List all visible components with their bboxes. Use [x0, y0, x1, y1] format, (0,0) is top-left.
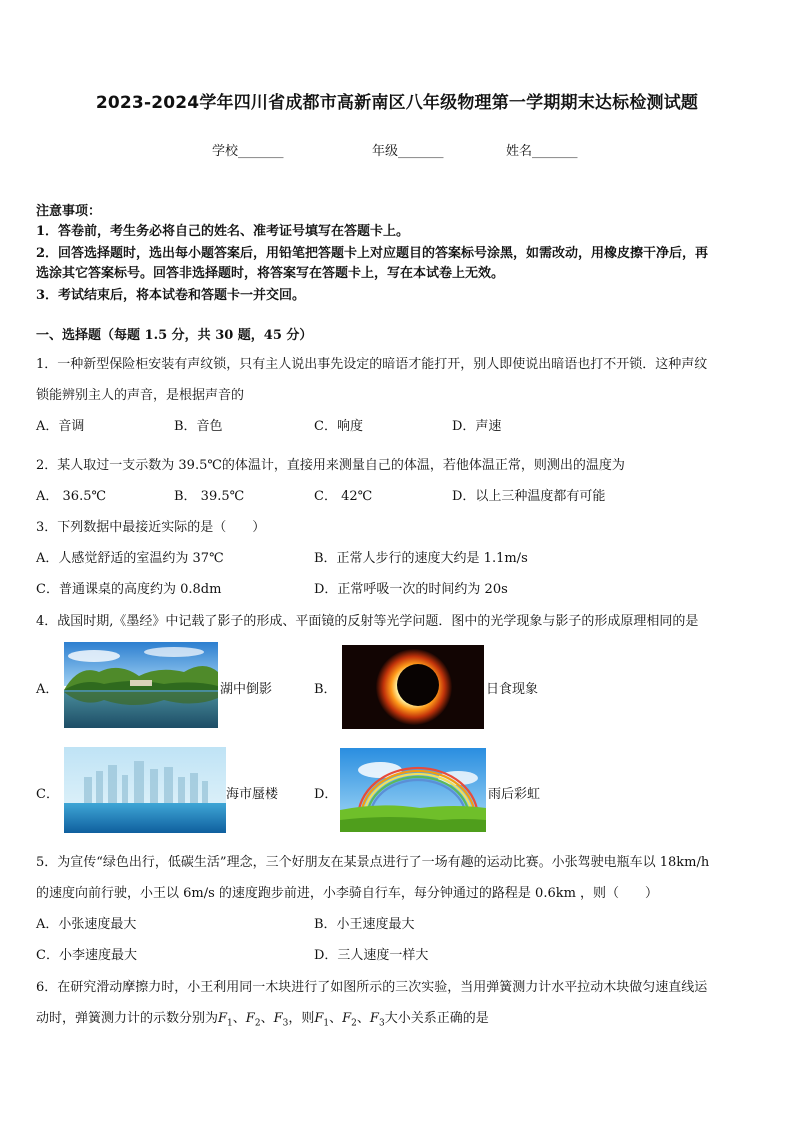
q4-option-c-caption: 海市蜃楼	[226, 787, 279, 802]
q2-option-a: A． 36.5℃	[36, 489, 107, 504]
q4-option-c-letter: C．	[36, 787, 59, 802]
notice-heading: 注意事项：	[36, 204, 102, 219]
grade-field: 年级_______	[372, 144, 444, 159]
page-title: 2023-2024学年四川省成都市高新南区八年级物理第一学期期末达标检测试题	[95, 93, 699, 113]
q3-option-b: B．正常人步行的速度大约是 1.1m/s	[314, 551, 528, 566]
notice-item-1: 1．答卷前，考生务必将自己的姓名、准考证号填写在答题卡上。	[36, 224, 410, 239]
q1-option-a: A．音调	[36, 419, 85, 434]
question-2: 2．某人取过一支示数为 39.5℃的体温计，直接用来测量自己的体温，若他体温正常，则测出的温度为	[36, 458, 625, 473]
q1-option-d: D．声速	[452, 419, 502, 434]
question-3: 3．下列数据中最接近实际的是（ ）	[36, 520, 266, 535]
name-field: 姓名_______	[506, 144, 578, 159]
q4-option-d-caption: 雨后彩虹	[488, 787, 541, 802]
question-1-line-1: 1．一种新型保险柜安装有声纹锁，只有主人说出事先设定的暗语才能打开，别人即使说出暗语也打不开锁．这种声纹	[36, 357, 708, 372]
q2-option-b: B． 39.5℃	[174, 489, 245, 504]
q3-option-d: D．正常呼吸一次的时间约为 20s	[314, 582, 508, 597]
q1-option-c: C．响度	[314, 419, 363, 434]
q5-option-a: A．小张速度最大	[36, 917, 137, 932]
question-6-line-2: 动时，弹簧测力计的示数分别为$F_1$、$F_2$、$F_3$，则$F_1$、$F_2$、$F_3$大小关系正确的是	[36, 1011, 489, 1029]
question-6-line-1: 6．在研究滑动摩擦力时，小王利用同一木块进行了如图所示的三次实验，当用弹簧测力计水平拉动木块做匀速直线运	[36, 980, 708, 995]
question-4: 4．战国时期,《墨经》中记载了影子的形成、平面镜的反射等光学问题．图中的光学现象与影子的形成原理相同的是	[36, 614, 699, 629]
question-1-line-2: 锁能辨别主人的声音，是根据声音的	[36, 388, 245, 403]
q5-option-b: B．小王速度最大	[314, 917, 415, 932]
rainbow-image	[340, 748, 486, 832]
q4-option-a-letter: A．	[36, 682, 59, 697]
q5-option-d: D．三人速度一样大	[314, 948, 429, 963]
solar-eclipse-image	[342, 645, 484, 729]
q4-option-b-letter: B．	[314, 682, 337, 697]
question-5-line-2: 的速度向前行驶，小王以 6m/s 的速度跑步前进，小李骑自行车，每分钟通过的路程是 0.6km ，则（ ）	[36, 886, 659, 901]
mirage-image	[64, 747, 226, 833]
notice-item-3: 3．考试结束后，将本试卷和答题卡一并交回。	[36, 288, 306, 303]
lake-reflection-image	[64, 642, 218, 728]
section-heading: 一、选择题（每题 1.5 分，共 30 题，45 分）	[36, 328, 313, 343]
notice-item-2-cont: 选涂其它答案标号。回答非选择题时，将答案写在答题卡上，写在本试卷上无效。	[36, 266, 505, 281]
q3-option-c: C．普通课桌的高度约为 0.8dm	[36, 582, 222, 597]
q1-option-b: B．音色	[174, 419, 223, 434]
school-field: 学校_______	[212, 144, 284, 159]
question-5-line-1: 5．为宣传“绿色出行，低碳生活”理念，三个好朋友在某景点进行了一场有趣的运动比赛。小张驾驶电瓶车以 18km/h	[36, 855, 710, 870]
q2-option-d: D．以上三种温度都有可能	[452, 489, 606, 504]
q4-option-d-letter: D．	[314, 787, 338, 802]
q4-option-b-caption: 日食现象	[486, 682, 539, 697]
q2-option-c: C． 42℃	[314, 489, 373, 504]
q3-option-a: A．人感觉舒适的室温约为 37℃	[36, 551, 224, 566]
q5-option-c: C．小李速度最大	[36, 948, 137, 963]
q4-option-a-caption: 湖中倒影	[220, 682, 273, 697]
notice-item-2: 2．回答选择题时，选出每小题答案后，用铅笔把答题卡上对应题目的答案标号涂黑，如需改动，用橡皮擦干净后，再	[36, 246, 709, 261]
